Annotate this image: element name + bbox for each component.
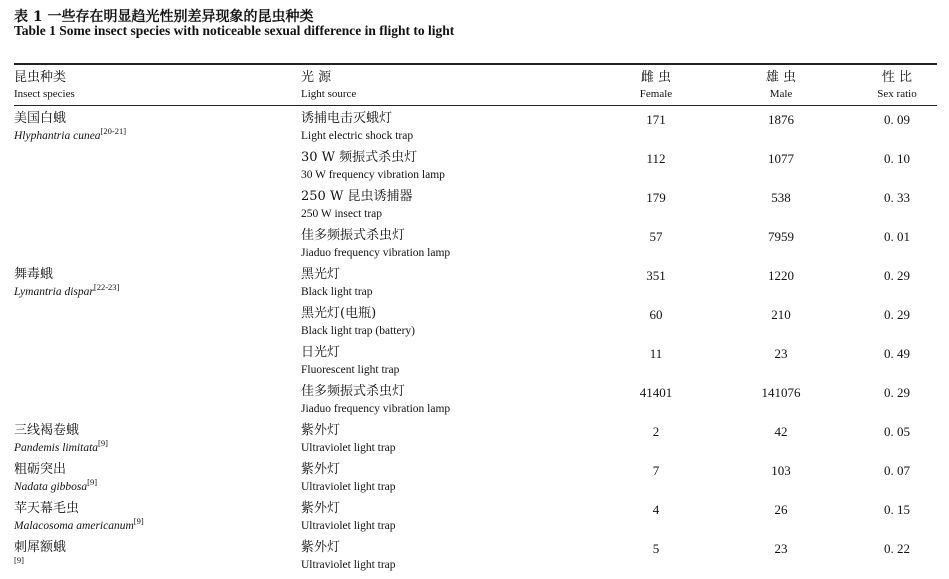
header-species-cn: 昆虫种类: [14, 70, 67, 85]
light-source-cn: 30 W 频振式杀虫灯: [301, 150, 418, 165]
table-row: [0, 266, 949, 306]
light-source-cn: 诱捕电击灭蛾灯: [301, 111, 393, 126]
latin-name-text: Hlyphantria cunea: [14, 130, 101, 142]
table-top-rule: [14, 63, 937, 65]
male-count: 210: [771, 307, 791, 322]
table-row: [0, 227, 949, 267]
female-count: 112: [646, 151, 666, 166]
male-count: 7959: [768, 229, 794, 244]
male-count: 42: [774, 424, 788, 439]
reference-marker: [9]: [14, 555, 24, 565]
species-name-cn: 舞毒蛾: [14, 267, 54, 282]
light-source-en: Fluorescent light trap: [301, 364, 400, 376]
light-source-cn: 紫外灯: [301, 462, 341, 477]
table-row: [0, 539, 949, 579]
sex-ratio: 0. 05: [884, 424, 910, 439]
sex-ratio: 0. 49: [884, 346, 910, 361]
male-count: 538: [771, 190, 791, 205]
species-name-cn: 三线褐卷蛾: [14, 423, 80, 438]
male-count: 23: [774, 541, 788, 556]
species-name-latin: [14, 440, 108, 456]
header-male-en: Male: [769, 88, 793, 100]
table-header-rule: [14, 105, 937, 106]
header-ratio-en: Sex ratio: [877, 88, 917, 100]
male-count: 1220: [768, 268, 794, 283]
light-source-cn: 佳多频振式杀虫灯: [301, 384, 406, 399]
sex-ratio: 0. 29: [884, 307, 910, 322]
light-source-en: 250 W insect trap: [301, 208, 383, 220]
light-source-en: Jiaduo frequency vibration lamp: [301, 247, 451, 259]
table-row: [0, 422, 949, 462]
sex-ratio: 0. 29: [884, 385, 910, 400]
female-count: 60: [649, 307, 663, 322]
table-row: [0, 383, 949, 423]
light-source-en: Ultraviolet light trap: [301, 520, 396, 532]
light-source-en: Ultraviolet light trap: [301, 559, 396, 571]
light-source-cn: 紫外灯: [301, 501, 341, 516]
latin-name-text: Nadata gibbosa: [14, 481, 88, 493]
sex-ratio: 0. 09: [884, 112, 910, 127]
reference-marker: [22-23]: [93, 282, 120, 292]
sex-ratio: 0. 01: [884, 229, 910, 244]
male-count: 141076: [761, 385, 801, 400]
table-caption-en: Table 1 Some insect species with noticeable sexual difference in flight to light: [14, 23, 455, 38]
reference-marker: [20-21]: [100, 126, 127, 136]
female-count: 5: [652, 541, 660, 556]
species-name-latin: [14, 557, 24, 573]
light-source-cn: 日光灯: [301, 345, 341, 360]
male-count: 1077: [768, 151, 794, 166]
table-row: [0, 110, 949, 150]
male-count: 23: [774, 346, 788, 361]
female-count: 57: [649, 229, 663, 244]
table-row: [0, 188, 949, 228]
header-source-cn: 光 源: [301, 70, 332, 85]
species-name-latin: [14, 479, 97, 495]
sex-ratio: 0. 10: [884, 151, 910, 166]
header-source-en: Light source: [301, 88, 357, 100]
header-ratio-cn: 性 比: [881, 70, 913, 85]
light-source-en: Ultraviolet light trap: [301, 481, 396, 493]
reference-marker: [9]: [98, 438, 108, 448]
sex-ratio: 0. 29: [884, 268, 910, 283]
light-source-en: Light electric shock trap: [301, 130, 414, 142]
light-source-cn: 紫外灯: [301, 540, 341, 555]
species-name-cn: 美国白蛾: [14, 111, 67, 126]
female-count: 4: [652, 502, 660, 517]
sex-ratio: 0. 15: [884, 502, 910, 517]
male-count: 103: [771, 463, 791, 478]
species-name-cn: 刺犀额蛾: [14, 540, 67, 555]
light-source-en: Black light trap: [301, 286, 373, 298]
sex-ratio: 0. 33: [884, 190, 910, 205]
reference-marker: [9]: [133, 516, 144, 526]
sex-ratio: 0. 22: [884, 541, 910, 556]
light-source-cn: 佳多频振式杀虫灯: [301, 228, 406, 243]
female-count: 171: [646, 112, 666, 127]
table-row: [0, 344, 949, 384]
table-row: [0, 500, 949, 540]
latin-name-text: Malacosoma americanum: [14, 520, 134, 532]
header-male-cn: 雄 虫: [765, 70, 797, 85]
species-name-latin: [14, 518, 144, 534]
male-count: 1876: [768, 112, 794, 127]
light-source-en: Ultraviolet light trap: [301, 442, 396, 454]
light-source-cn: 250 W 昆虫诱捕器: [301, 189, 413, 204]
female-count: 351: [646, 268, 666, 283]
female-count: 7: [652, 463, 660, 478]
table-caption-cn: 表 1 一些存在明显趋光性别差异现象的昆虫种类: [14, 9, 314, 25]
species-name-cn: 粗砺突出: [14, 462, 67, 477]
female-count: 2: [652, 424, 660, 439]
header-female-en: Female: [639, 88, 673, 100]
light-source-en: Black light trap (battery): [301, 325, 416, 337]
female-count: 11: [649, 346, 663, 361]
table-row: [0, 149, 949, 189]
light-source-cn: 紫外灯: [301, 423, 341, 438]
table-row: [0, 305, 949, 345]
species-name-latin: [14, 128, 126, 144]
female-count: 179: [646, 190, 666, 205]
species-name-latin: [14, 284, 119, 300]
light-source-en: Jiaduo frequency vibration lamp: [301, 403, 451, 415]
reference-marker: [9]: [87, 477, 98, 487]
latin-name-text: Pandemis limitata: [14, 442, 99, 454]
table-row: [0, 461, 949, 501]
header-female-cn: 雌 虫: [640, 70, 672, 85]
species-name-cn: 苹天幕毛虫: [14, 501, 80, 516]
sex-ratio: 0. 07: [884, 463, 910, 478]
light-source-cn: 黑光灯: [301, 267, 341, 282]
latin-name-text: Lymantria dispar: [14, 286, 94, 298]
female-count: 41401: [639, 385, 673, 400]
light-source-cn: 黑光灯(电瓶): [301, 306, 377, 321]
male-count: 26: [774, 502, 788, 517]
light-source-en: 30 W frequency vibration lamp: [301, 169, 445, 181]
header-species-en: Insect species: [14, 88, 75, 100]
